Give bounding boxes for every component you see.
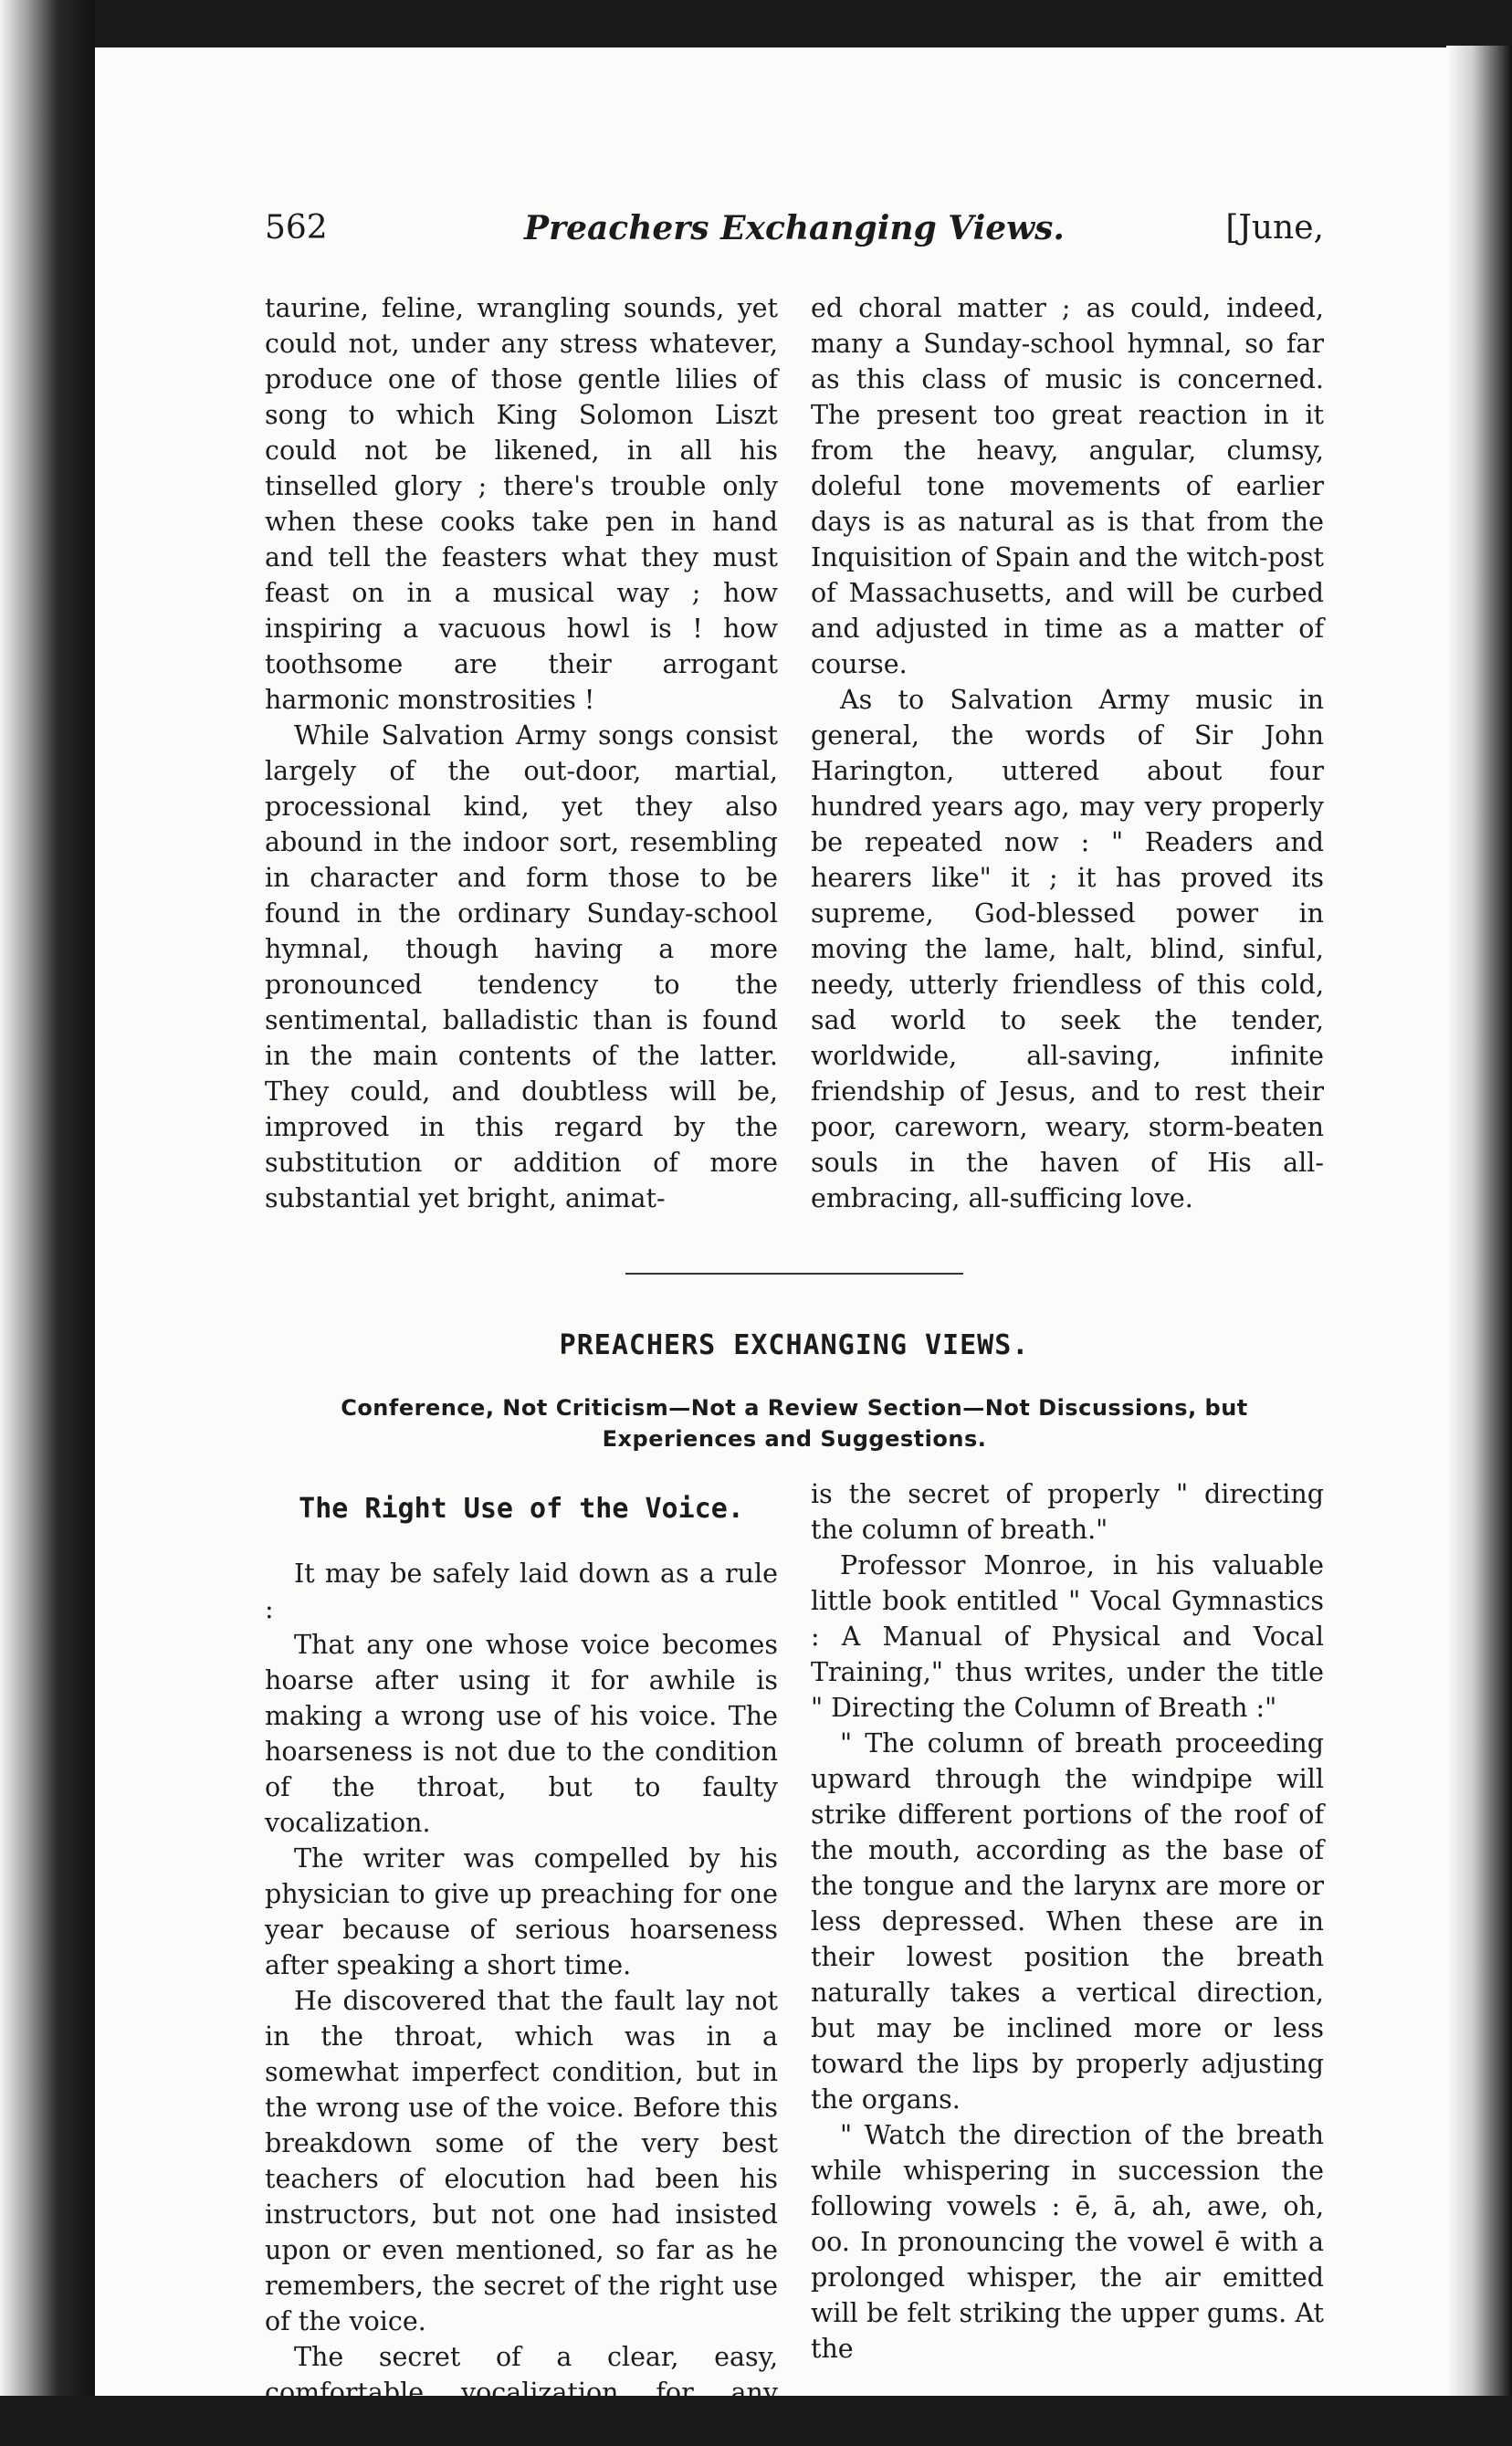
running-title: Preachers Exchanging Views. <box>524 209 1065 247</box>
paragraph: It may be safely laid down as a rule : <box>265 1559 778 1624</box>
paragraph: ed choral matter ; as could, indeed, many a Sunday-school hymnal, so far as this class of music is concerned. The present too great reaction in it from the heavy, angular, clumsy, doleful tone movements of earlier days is as natural as is that from the Inquisition of Spain and the witch-post of Massachusetts, and will be curbed and adjusted in time as a matter of course. <box>811 293 1324 679</box>
paragraph: is the secret of properly " directing the column of breath." <box>811 1479 1324 1545</box>
top-left-column <box>265 290 778 1216</box>
running-month: [June, <box>1225 209 1324 247</box>
scan-right-edge <box>1446 46 1512 2396</box>
section-title: PREACHERS EXCHANGING VIEWS. <box>559 1329 1030 1361</box>
paragraph: taurine, feline, wrangling sounds, yet could not, under any stress whatever, produce one of those gentle lilies of song to which King Solomon Liszt could not be likened, in all his tinselled glory ; there's trouble only when these cooks take pen in hand and tell the feasters what they must feast on in a musical way ; how inspiring a vacuous howl is ! how toothsome are their arrogant harmonic monstrosities ! <box>265 293 778 715</box>
bottom-columns <box>265 1476 1324 2446</box>
page-content <box>265 201 1324 2446</box>
paragraph: That any one whose voice becomes hoarse after using it for awhile is making a wrong use of his voice. The hoarseness is not due to the condition of the throat, but to faulty vocalization. <box>265 1630 778 1838</box>
bottom-right-column <box>811 1476 1324 2446</box>
paragraph: He discovered that the fault lay not in the throat, which was in a somewhat imperfect condition, but in the wrong use of the voice. Before this breakdown some of the very best teachers of elocution had been his instructors, but not one had insisted upon or even mentioned, so far as he remembers, the secret of the right use of the voice. <box>265 1986 778 2336</box>
bottom-left-column <box>265 1476 778 2446</box>
section-divider <box>625 1273 963 1275</box>
paragraph: " The column of breath proceeding upward through the windpipe will strike different portions of the roof of the mouth, according as the base of the tongue and the larynx are more or less depressed. When these are in their lowest position the breath naturally takes a vertical direction, but may be inclined more or less toward the lips by properly adjusting the organs. <box>811 1728 1324 2115</box>
paragraph: " Watch the direction of the breath while whispering in succession the following vowels : ē, ā, ah, awe, oh, oo. In pronouncing the vowel ē with a prolonged whisper, the air emitted will be felt striking the upper gums. At the <box>811 2120 1324 2364</box>
article-title: The Right Use of the Voice. <box>299 1493 744 1525</box>
paragraph: The writer was compelled by his physician to give up preaching for one year because of serious hoarseness after speaking a short time. <box>265 1843 778 1980</box>
running-head <box>265 201 1324 256</box>
page-number: 562 <box>265 209 328 247</box>
paragraph: Professor Monroe, in his valuable little book entitled " Vocal Gymnastics : A Manual of Physical and Vocal Training," thus writes, under the title " Directing the Column of Breath :" <box>811 1550 1324 1723</box>
paragraph: The secret of a clear, easy, comfortable vocalization for any length of time <box>265 2342 778 2443</box>
top-columns <box>265 290 1324 1216</box>
paragraph: While Salvation Army songs consist largely of the out-door, martial, processional kind, yet they also abound in the indoor sort, resembling in character and form those to be found in the ordinary Sunday-school hymnal, though having a more pronounced tendency to the sentimental, balladistic than is found in the main contents of the latter. They could, and doubtless will be, improved in this regard by the substitution or addition of more substantial yet bright, animat- <box>265 720 778 1213</box>
paragraph: As to Salvation Army music in general, the words of Sir John Harington, uttered about four hundred years ago, may very properly be repeated now : " Readers and hearers like" it ; it has proved its supreme, God-blessed power in moving the lame, halt, blind, sinful, needy, utterly friendless of this cold, sad world to seek the tender, worldwide, all-saving, infinite friendship of Jesus, and to rest their poor, careworn, weary, storm-beaten souls in the haven of His all-embracing, all-sufficing love. <box>811 685 1324 1213</box>
section-subtitle: Conference, Not Criticism—Not a Review Section—Not Discussions, but Experiences and Suggestions. <box>341 1395 1248 1452</box>
scan-left-edge <box>0 0 95 2396</box>
top-right-column <box>811 290 1324 1216</box>
